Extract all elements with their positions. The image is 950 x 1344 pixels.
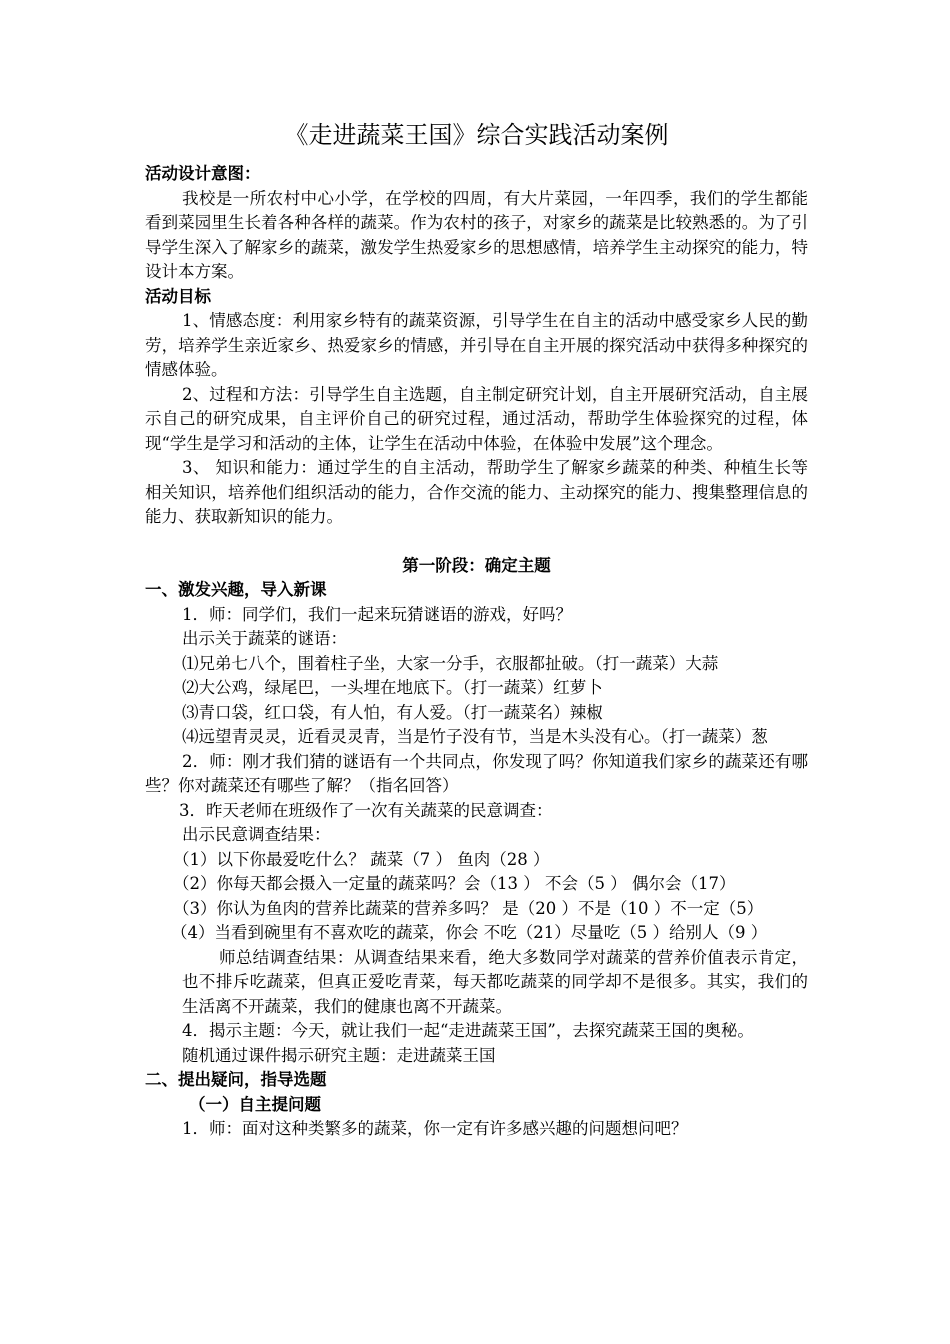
stage1-heading: 第一阶段：确定主题	[402, 555, 551, 575]
riddle-item: ⑷远望青灵灵，近看灵灵青，当是竹子没有节，当是木头没有心。（打一蔬菜）葱	[182, 727, 768, 746]
goal-item: 1、情感态度：利用家乡特有的蔬菜资源，引导学生在自主的活动中感受家乡人民的勤劳，培养学生亲近家乡、热爱家乡的情感，并引导在自主开展的探究活动中获得多种探究的情感体验。	[145, 311, 808, 379]
section1-heading: 一、激发兴趣，导入新课	[145, 580, 327, 599]
section2-heading: 二、提出疑问，指导选题	[145, 1070, 327, 1089]
goals-heading: 活动目标	[145, 286, 211, 306]
survey-item: （3）你认为鱼肉的营养比蔬菜的营养多吗？ 是（20 ）不是（10 ）不一定（5）	[173, 898, 764, 918]
section1-question-3: 3．昨天老师在班级作了一次有关蔬菜的民意调查：	[179, 800, 553, 820]
section2-subheading: （一）自主提问题	[189, 1094, 321, 1114]
riddle-item: ⑶青口袋，红口袋，有人怕，有人爱。（打一蔬菜名）辣椒	[182, 702, 603, 722]
section1-question-1: 1．师：同学们，我们一起来玩猜谜语的游戏，好吗？	[182, 604, 572, 624]
section1-question-2: 2．师：刚才我们猜的谜语有一个共同点，你发现了吗？你知道我们家乡的蔬菜还有哪些？你对蔬菜还有哪些了解？（指名回答）	[145, 751, 808, 795]
spacer	[145, 530, 808, 554]
goal-item: 3、 知识和能力：通过学生的自主活动，帮助学生了解家乡蔬菜的种类、种植生长等相关知识，培养他们组织活动的能力，合作交流的能力、主动探究的能力、搜集整理信息的能力、获取新知识的能力。	[145, 458, 808, 526]
survey-intro: 出示民意调查结果：	[182, 825, 331, 844]
section1-question-4: 4．揭示主题：今天，就让我们一起“走进蔬菜王国”，去探究蔬菜王国的奥秘。	[182, 1021, 754, 1040]
riddle-intro: 出示关于蔬菜的谜语：	[182, 629, 347, 648]
document-page	[145, 118, 808, 1142]
theme-reveal: 随机通过课件揭示研究主题：走进蔬菜王国	[182, 1045, 496, 1065]
survey-item: （1）以下你最爱吃什么？ 蔬菜（7 ） 鱼肉（28 ）	[173, 849, 550, 869]
design-intent-body: 我校是一所农村中心小学，在学校的四周，有大片菜园，一年四季，我们的学生都能看到菜园里生长着各种各样的蔬菜。作为农村的孩子，对家乡的蔬菜是比较熟悉的。为了引导学生深入了解家乡的蔬菜，激发学生热爱家乡的思想感情，培养学生主动探究的能力，特设计本方案。	[145, 188, 808, 281]
survey-item: （4）当看到碗里有不喜欢吃的蔬菜，你会 不吃（21）尽量吃（5 ）给别人（9 ）	[171, 923, 768, 942]
document-title: 《走进蔬菜王国》综合实践活动案例	[284, 121, 669, 149]
riddle-item: ⑴兄弟七八个，围着柱子坐，大家一分手，衣服都扯破。（打一蔬菜）大蒜	[182, 653, 719, 673]
goal-item: 2、过程和方法：引导学生自主选题，自主制定研究计划，自主开展研究活动，自主展示自己的研究成果，自主评价自己的研究过程，通过活动，帮助学生体验探究的过程，体现“学生是学习和活动的主体，让学生在活动中体验，在体验中发展”这个理念。	[145, 384, 808, 453]
survey-summary: 师总结调查结果：从调查结果来看，绝大多数同学对蔬菜的营养价值表示肯定，也不排斥吃蔬菜，但真正爱吃青菜，每天都吃蔬菜的同学却不是很多。其实，我们的生活离不开蔬菜，我们的健康也离不开蔬菜。	[182, 947, 808, 1016]
riddle-item: ⑵大公鸡，绿尾巴，一头埋在地底下。（打一蔬菜）红萝卜	[182, 678, 603, 697]
design-intent-heading: 活动设计意图：	[145, 164, 261, 183]
section2-question-1: 1．师：面对这种类繁多的蔬菜，你一定有许多感兴趣的问题想问吧？	[182, 1119, 688, 1138]
survey-item: （2）你每天都会摄入一定量的蔬菜吗？会（13 ） 不会（5 ） 偶尔会（17）	[173, 874, 736, 893]
